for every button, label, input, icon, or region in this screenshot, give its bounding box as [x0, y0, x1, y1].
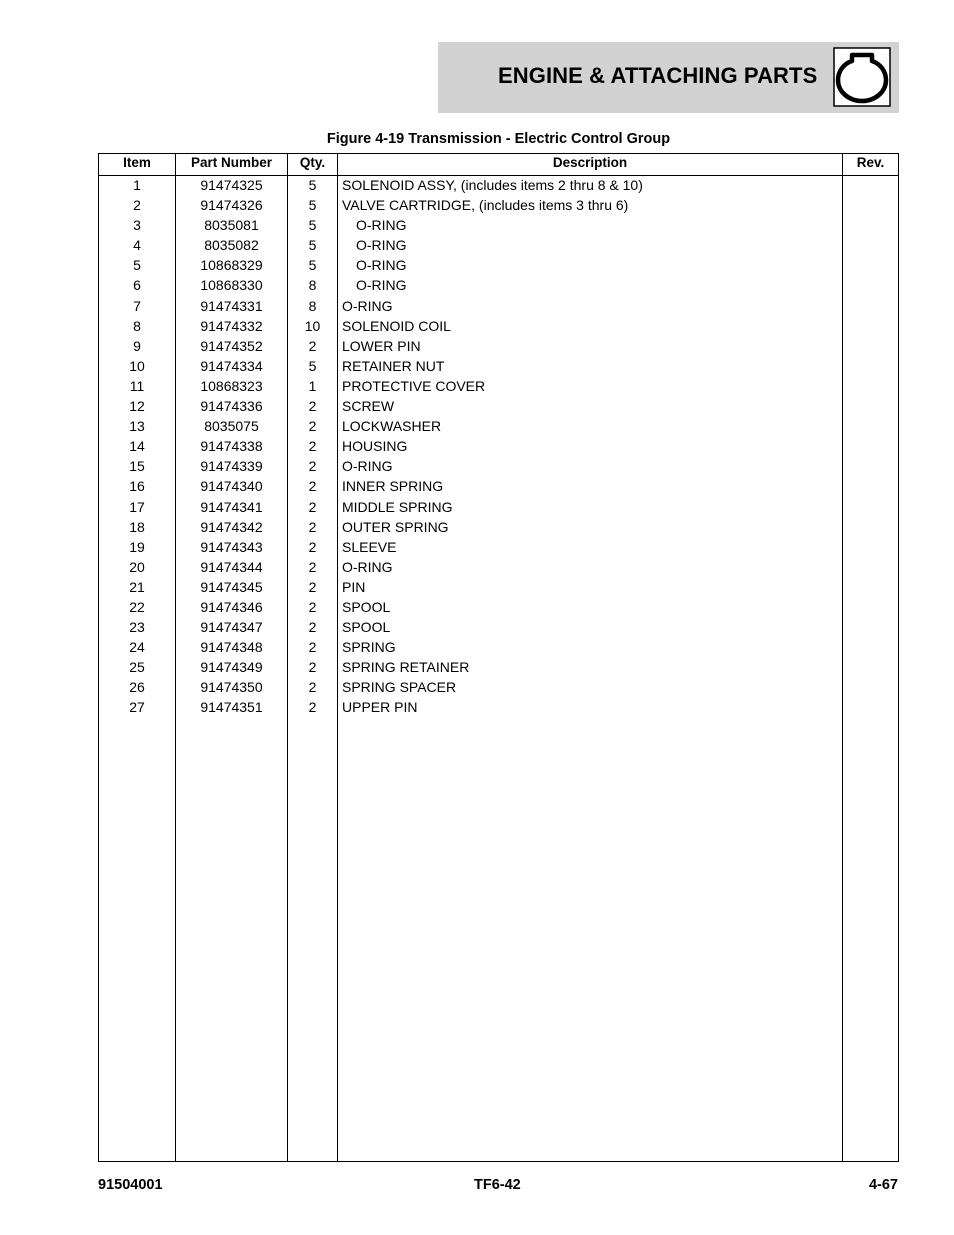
- cell-qty: 2: [308, 558, 317, 575]
- cell-description: O-RING: [356, 217, 407, 234]
- table-row: [99, 597, 898, 617]
- cell-item: 8: [133, 317, 141, 334]
- cell-qty: 2: [308, 659, 317, 676]
- cell-part-number: 91474346: [200, 598, 263, 615]
- cell-qty: 2: [308, 458, 317, 475]
- cell-description: VALVE CARTRIDGE, (includes items 3 thru 6): [342, 197, 629, 214]
- cell-item: 17: [129, 498, 145, 515]
- footer-document-number: 91504001: [98, 1177, 163, 1193]
- table-header: [99, 154, 898, 176]
- cell-description: SPRING SPACER: [342, 679, 457, 696]
- cell-item: 2: [133, 197, 141, 214]
- cell-item: 19: [129, 538, 145, 555]
- cell-description: SOLENOID ASSY, (includes items 2 thru 8 & 10): [342, 177, 643, 193]
- table-row: [99, 215, 898, 235]
- cell-qty: 2: [308, 478, 317, 495]
- cell-qty: 8: [308, 297, 317, 314]
- cell-qty: 2: [308, 337, 317, 354]
- cell-description: MIDDLE SPRING: [342, 498, 453, 515]
- cell-qty: 2: [308, 518, 317, 535]
- cell-part-number: 91474347: [200, 619, 263, 636]
- cell-part-number: 91474331: [200, 297, 263, 314]
- table-row: [99, 235, 898, 255]
- cell-part-number: 91474336: [200, 398, 263, 415]
- cell-part-number: 91474332: [200, 317, 263, 334]
- cell-part-number: 91474345: [200, 578, 263, 595]
- header-item: Item: [123, 155, 151, 170]
- cell-qty: 5: [308, 197, 317, 214]
- table-row: [99, 617, 898, 637]
- cell-part-number: 91474325: [200, 177, 263, 193]
- cell-part-number: 10868323: [200, 377, 263, 394]
- cell-description: SPOOL: [342, 598, 391, 615]
- cell-qty: 10: [304, 317, 321, 334]
- cell-description: SCREW: [342, 398, 395, 415]
- cell-item: 20: [129, 558, 145, 575]
- table-row: [99, 637, 898, 657]
- cell-qty: 2: [308, 498, 317, 515]
- cell-part-number: 91474339: [200, 458, 263, 475]
- header-qty: Qty.: [299, 155, 326, 170]
- cell-qty: 2: [308, 398, 317, 415]
- cell-part-number: 91474344: [200, 558, 263, 575]
- cell-part-number: 10868330: [200, 277, 263, 294]
- cell-description: OUTER SPRING: [342, 518, 449, 535]
- cell-item: 12: [129, 398, 145, 415]
- cell-qty: 2: [308, 679, 317, 696]
- cell-qty: 2: [308, 538, 317, 555]
- table-row: [99, 336, 898, 356]
- table-row: [99, 456, 898, 476]
- cell-item: 1: [133, 177, 141, 193]
- cell-item: 25: [129, 659, 145, 676]
- cell-part-number: 8035081: [204, 217, 259, 234]
- cell-part-number: 91474350: [200, 679, 263, 696]
- footer-section-code: TF6-42: [474, 1177, 521, 1193]
- cell-qty: 5: [308, 217, 317, 234]
- cell-part-number: 10868329: [200, 257, 263, 274]
- cell-description: LOWER PIN: [342, 337, 421, 354]
- figure-title: Figure 4-19 Transmission - Electric Control Group: [326, 131, 671, 147]
- cell-part-number: 91474338: [200, 438, 263, 455]
- cell-qty: 2: [308, 639, 317, 656]
- cell-item: 27: [129, 699, 145, 716]
- table-row: [99, 175, 898, 195]
- cell-description: O-RING: [356, 237, 407, 254]
- header-part-number: Part Number: [190, 155, 273, 170]
- footer-page-number: 4-67: [868, 1177, 898, 1193]
- table-row: [99, 195, 898, 215]
- cell-qty: 8: [308, 277, 317, 294]
- cell-description: O-RING: [356, 277, 407, 294]
- table-row: [99, 296, 898, 316]
- table-row: [99, 677, 898, 697]
- cell-description: O-RING: [342, 297, 393, 314]
- section-header: [438, 42, 899, 113]
- cell-item: 3: [133, 217, 141, 234]
- cell-description: SLEEVE: [342, 538, 397, 555]
- cell-item: 21: [129, 578, 145, 595]
- cell-part-number: 8035075: [204, 418, 259, 435]
- cell-description: PROTECTIVE COVER: [342, 377, 486, 394]
- engine-icon: [833, 47, 891, 107]
- cell-description: RETAINER NUT: [342, 357, 445, 374]
- cell-description: HOUSING: [342, 438, 408, 455]
- cell-qty: 5: [308, 357, 317, 374]
- table-row: [99, 697, 898, 717]
- cell-qty: 2: [308, 578, 317, 595]
- table-row: [99, 657, 898, 677]
- cell-part-number: 91474340: [200, 478, 263, 495]
- cell-item: 10: [129, 357, 145, 374]
- cell-part-number: 91474342: [200, 518, 263, 535]
- table-row: [99, 416, 898, 436]
- cell-description: INNER SPRING: [342, 478, 444, 495]
- table-body: [99, 175, 898, 718]
- cell-item: 11: [129, 377, 145, 394]
- cell-item: 9: [133, 337, 141, 354]
- cell-description: O-RING: [342, 558, 393, 575]
- cell-description: O-RING: [356, 257, 407, 274]
- header-description: Description: [552, 155, 628, 170]
- cell-part-number: 91474352: [200, 337, 263, 354]
- section-title: ENGINE & ATTACHING PARTS: [498, 63, 818, 88]
- table-row: [99, 497, 898, 517]
- cell-part-number: 91474334: [200, 357, 263, 374]
- cell-item: 24: [129, 639, 145, 656]
- cell-part-number: 8035082: [204, 237, 259, 254]
- cell-part-number: 91474351: [200, 699, 263, 716]
- table-row: [99, 356, 898, 376]
- table-row: [99, 316, 898, 336]
- cell-item: 22: [129, 598, 145, 615]
- cell-part-number: 91474341: [200, 498, 263, 515]
- cell-qty: 2: [308, 699, 317, 716]
- cell-item: 23: [129, 619, 145, 636]
- table-row: [99, 537, 898, 557]
- table-row: [99, 255, 898, 275]
- cell-item: 18: [129, 518, 145, 535]
- cell-part-number: 91474326: [200, 197, 263, 214]
- cell-description: SPRING RETAINER: [342, 659, 470, 676]
- cell-item: 15: [129, 458, 145, 475]
- cell-description: SOLENOID COIL: [342, 317, 451, 334]
- table-row: [99, 376, 898, 396]
- cell-item: 7: [133, 297, 141, 314]
- cell-qty: 2: [308, 598, 317, 615]
- cell-part-number: 91474343: [200, 538, 263, 555]
- cell-item: 26: [129, 679, 145, 696]
- cell-item: 4: [133, 237, 141, 254]
- cell-part-number: 91474348: [200, 639, 263, 656]
- cell-description: SPRING: [342, 639, 396, 656]
- cell-part-number: 91474349: [200, 659, 263, 676]
- cell-description: UPPER PIN: [342, 699, 418, 716]
- header-rev: Rev.: [856, 155, 885, 170]
- table-row: [99, 517, 898, 537]
- cell-qty: 2: [308, 619, 317, 636]
- table-row: [99, 577, 898, 597]
- table-row: [99, 476, 898, 496]
- cell-qty: 5: [308, 257, 317, 274]
- table-row: [99, 396, 898, 416]
- cell-item: 14: [129, 438, 145, 455]
- cell-description: LOCKWASHER: [342, 418, 442, 435]
- cell-qty: 5: [308, 177, 317, 193]
- cell-description: O-RING: [342, 458, 393, 475]
- cell-qty: 2: [308, 418, 317, 435]
- cell-item: 5: [133, 257, 141, 274]
- table-row: [99, 436, 898, 456]
- cell-description: PIN: [342, 578, 366, 595]
- cell-description: SPOOL: [342, 619, 391, 636]
- cell-qty: 1: [308, 377, 317, 394]
- table-row: [99, 557, 898, 577]
- cell-item: 6: [133, 277, 141, 294]
- parts-table: [98, 153, 899, 1162]
- cell-item: 16: [129, 478, 145, 495]
- cell-item: 13: [129, 418, 145, 435]
- table-row: [99, 275, 898, 295]
- cell-qty: 5: [308, 237, 317, 254]
- cell-qty: 2: [308, 438, 317, 455]
